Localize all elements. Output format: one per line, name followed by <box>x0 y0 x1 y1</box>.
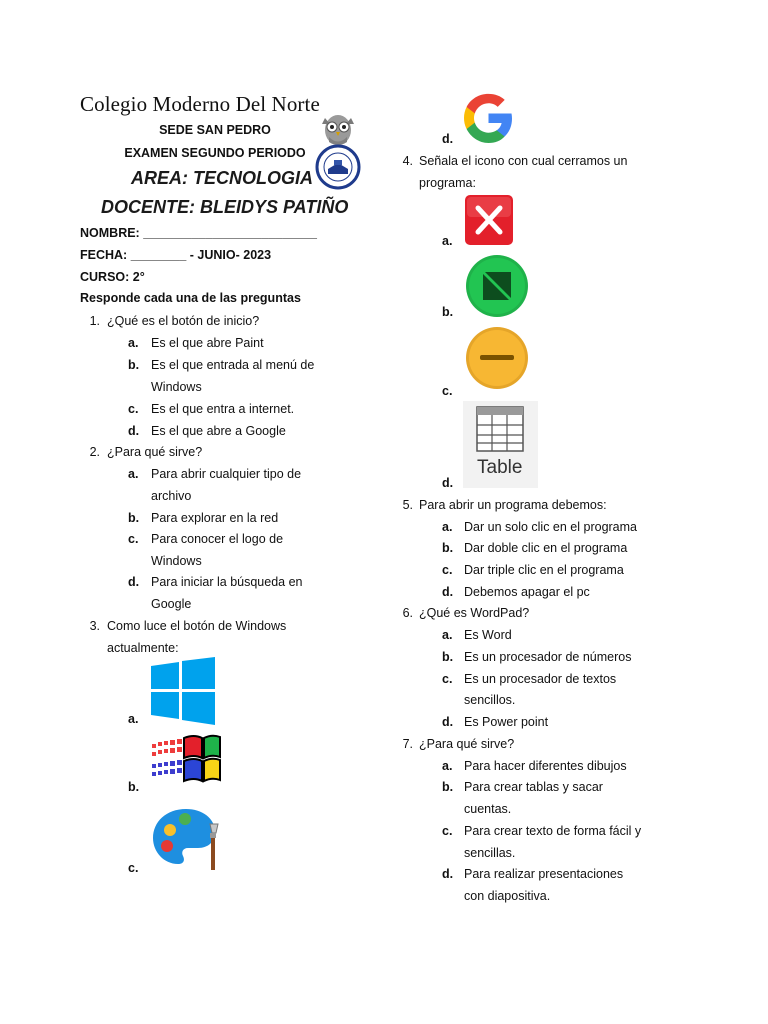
option-text: Para iniciar la búsqueda en <box>151 575 303 589</box>
option-letter: b. <box>128 511 140 525</box>
school-seal-icon <box>314 112 362 190</box>
question-text: ¿Qué es WordPad? <box>419 606 530 620</box>
minimize-icon[interactable] <box>465 326 529 390</box>
option-text: Dar triple clic en el programa <box>464 563 624 577</box>
question-text: ¿Para qué sirve? <box>419 737 515 751</box>
option-text: Windows <box>151 380 202 394</box>
option-letter: d. <box>442 476 454 490</box>
sede-label: SEDE SAN PEDRO <box>159 123 271 137</box>
option-text: Es un procesador de textos <box>464 672 617 686</box>
area-label: AREA: TECNOLOGIA <box>131 168 313 188</box>
option-letter: c. <box>442 384 453 398</box>
option-text: Para abrir cualquier tipo de <box>151 467 302 481</box>
option-letter: d. <box>442 585 454 599</box>
paint-palette-icon[interactable] <box>152 806 222 872</box>
question-number: 2. <box>89 445 100 459</box>
windows-classic-logo-icon[interactable] <box>150 730 222 792</box>
instruction-text: Responde cada una de las preguntas <box>80 291 301 305</box>
option-text: sencillos. <box>464 693 516 707</box>
google-logo-icon[interactable] <box>462 92 514 144</box>
school-title: Colegio Moderno Del Norte <box>80 92 320 116</box>
option-text: Es el que abre a Google <box>151 424 286 438</box>
question-number: 3. <box>89 619 100 633</box>
docente-label: DOCENTE: BLEIDYS PATIÑO <box>101 197 349 217</box>
option-text: Es Power point <box>464 715 549 729</box>
question-text: Como luce el botón de Windows <box>107 619 287 633</box>
table-icon[interactable] <box>463 401 538 488</box>
question-number: 5. <box>402 498 413 512</box>
option-letter: b. <box>442 541 454 555</box>
option-text: Es el que entra a internet. <box>151 402 295 416</box>
option-text: Para explorar en la red <box>151 511 279 525</box>
option-letter: c. <box>442 824 453 838</box>
option-text: archivo <box>151 489 192 503</box>
option-letter: a. <box>128 712 139 726</box>
option-letter: b. <box>442 780 454 794</box>
option-letter: d. <box>442 867 454 881</box>
question-number: 6. <box>402 606 413 620</box>
table-icon-label: Table <box>477 457 523 478</box>
windows-10-logo-icon[interactable] <box>150 657 216 725</box>
option-letter: a. <box>128 467 139 481</box>
option-letter: b. <box>128 780 140 794</box>
question-number: 4. <box>402 154 413 168</box>
option-text: Es un procesador de números <box>464 650 632 664</box>
option-letter: d. <box>442 132 454 146</box>
option-letter: c. <box>442 563 453 577</box>
fecha-field[interactable]: FECHA: ________ - JUNIO- 2023 <box>80 248 272 262</box>
option-text: Para crear tablas y sacar <box>464 780 603 794</box>
option-text: Windows <box>151 554 202 568</box>
question-text: ¿Para qué sirve? <box>107 445 203 459</box>
maximize-icon[interactable] <box>465 254 529 318</box>
option-text: Google <box>151 597 192 611</box>
option-letter: d. <box>442 715 454 729</box>
question-number: 1. <box>89 314 100 328</box>
option-letter: c. <box>128 402 139 416</box>
question-text: Para abrir un programa debemos: <box>419 498 607 512</box>
option-text: Dar doble clic en el programa <box>464 541 628 555</box>
question-text: ¿Qué es el botón de inicio? <box>107 314 260 328</box>
option-letter: b. <box>128 358 140 372</box>
option-letter: b. <box>442 305 454 319</box>
option-letter: c. <box>128 861 139 875</box>
question-number: 7. <box>402 737 413 751</box>
option-letter: c. <box>128 532 139 546</box>
option-letter: a. <box>442 759 453 773</box>
question-text: programa: <box>419 176 476 190</box>
option-text: con diapositiva. <box>464 889 551 903</box>
option-text: Dar un solo clic en el programa <box>464 520 637 534</box>
option-text: cuentas. <box>464 802 512 816</box>
option-text: Es el que abre Paint <box>151 336 264 350</box>
option-text: Debemos apagar el pc <box>464 585 590 599</box>
option-letter: a. <box>442 234 453 248</box>
option-letter: a. <box>128 336 139 350</box>
option-text: Es Word <box>464 628 512 642</box>
curso-field[interactable]: CURSO: 2° <box>80 270 145 284</box>
option-letter: d. <box>128 424 140 438</box>
option-letter: a. <box>442 520 453 534</box>
close-icon[interactable] <box>464 194 514 246</box>
option-letter: a. <box>442 628 453 642</box>
option-letter: d. <box>128 575 140 589</box>
option-text: Para conocer el logo de <box>151 532 284 546</box>
option-text: sencillas. <box>464 846 516 860</box>
option-text: Para hacer diferentes dibujos <box>464 759 627 773</box>
exam-label: EXAMEN SEGUNDO PERIODO <box>124 146 306 160</box>
option-text: Para crear texto de forma fácil y <box>464 824 642 838</box>
question-text: Señala el icono con cual cerramos un <box>419 154 628 168</box>
option-text: Es el que entrada al menú de <box>151 358 315 372</box>
nombre-field[interactable]: NOMBRE: _________________________ <box>80 226 317 240</box>
option-letter: b. <box>442 650 454 664</box>
option-text: Para realizar presentaciones <box>464 867 624 881</box>
option-letter: c. <box>442 672 453 686</box>
question-text: actualmente: <box>107 641 179 655</box>
